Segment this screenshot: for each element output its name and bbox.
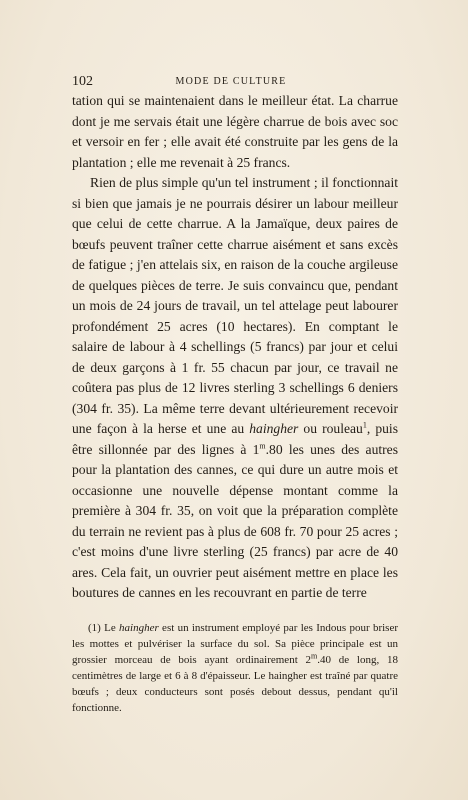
page-header bbox=[72, 74, 390, 90]
text-run: tation qui se maintenaient dans le meilleur état. La charrue dont je me servais était une légère charrue de bois avec soc et versoir en fer ; elle avait été construite par les gens de la plantation ; elle me revenait à 25 francs. bbox=[72, 93, 398, 170]
text-run: , puis être sillonnée par des lignes à 1 bbox=[72, 421, 398, 457]
footnote bbox=[72, 620, 398, 716]
superscript: 1 bbox=[362, 420, 367, 430]
text-run: (1) Le bbox=[88, 622, 120, 634]
text-run: .80 les unes des autres pour la plantation des cannes, ce qui dure un autre mois et occasionne une nouvelle dépense montant comme la première à 304 fr. 35, on voit que la préparation complète du terrain ne revient pas à plus de 608 fr. 70 pour 25 acres ; c'est moins d'une livre sterling (25 francs) par acre de 40 ares. Cela fait, un ouvrier peut aisément mettre en place les boutures de cannes en les recouvrant en partie de terre bbox=[72, 441, 399, 600]
superscript: m bbox=[259, 440, 266, 450]
text-run: est un instrument employé par les Indous pour briser les mottes et pulvériser la surface du sol. Sa pièce principale est un grossier morceau de bois ayant ordinairement 2 bbox=[72, 622, 398, 666]
page-number: 102 bbox=[72, 74, 93, 89]
italic-term: haingher bbox=[249, 421, 299, 436]
paragraph bbox=[72, 91, 398, 173]
text-run: .40 de long, 18 centimètres de large et 6 à 8 d'épaisseur. Le haingher est traîné par quatre bœufs ; deux conducteurs sont posés debout dessus, pendant qu'il fonctionne. bbox=[72, 654, 398, 714]
running-head: MODE DE CULTURE bbox=[175, 76, 287, 87]
paragraph bbox=[72, 173, 398, 604]
text-run: ou rouleau bbox=[298, 421, 363, 436]
text-run: Rien de plus simple qu'un tel instrument ; il fonctionnait si bien que jamais je ne pourrais désirer un labour meilleur que celui de cette charrue. A la Jamaïque, deux paires de bœufs peuvent traîner cette charrue aisément et sans excès de fatigue ; j'en attelais six, en raison de la couche argileuse de quelques pièces de terre. Je suis convaincu que, pendant un mois de 24 jours de travail, un tel attelage peut labourer profondément 25 acres (10 hectares). En comptant le salaire de labour à 4 schellings (5 francs) par jour et celui de deux garçons à 1 fr. 55 chacun par jour, ce travail ne coûtera pas plus de 12 livres sterling 3 schellings 6 deniers (304 fr. 35). La même terre devant ultérieurement recevoir une façon à la herse et une au bbox=[72, 175, 398, 436]
body-text bbox=[72, 91, 398, 604]
italic-term: haingher bbox=[119, 622, 159, 634]
superscript: m bbox=[311, 651, 318, 661]
footnote-text bbox=[72, 620, 398, 716]
